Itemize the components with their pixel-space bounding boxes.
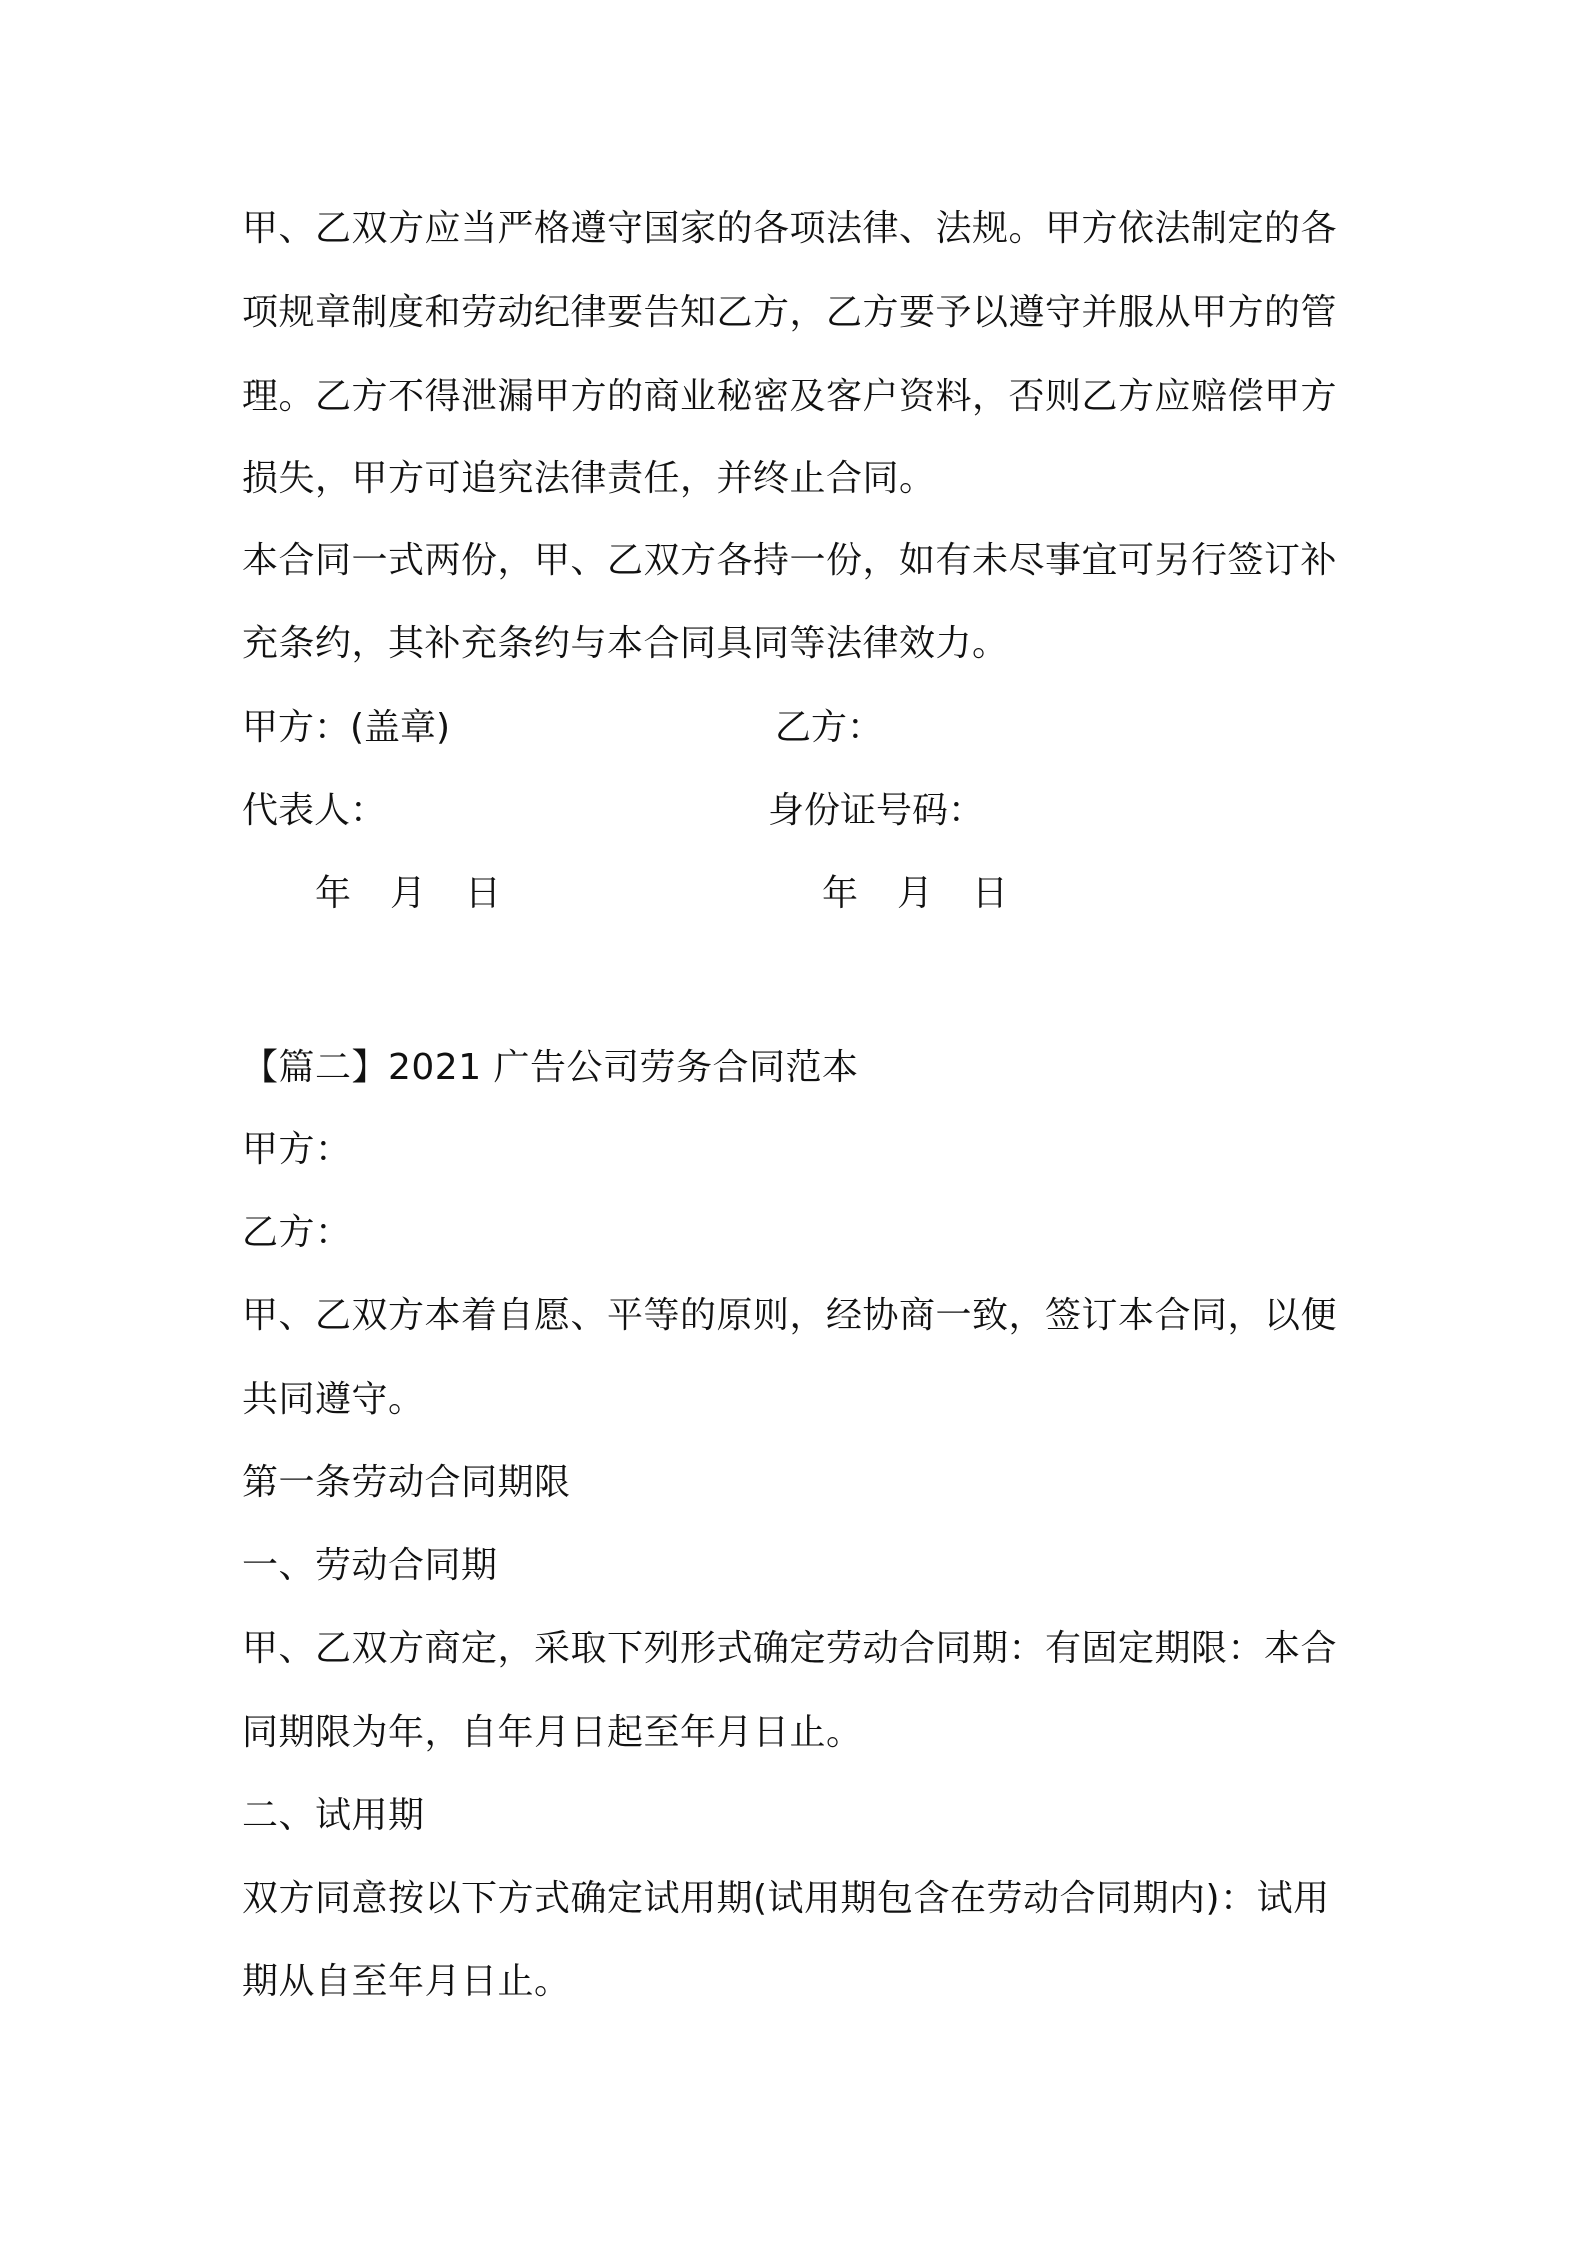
sub1-text-line-2: 同期限为年，自年月日起至年月日止。 bbox=[242, 1712, 863, 1753]
signature-party-a: 甲方：(盖章) bbox=[242, 707, 451, 748]
date-right-month: 月 bbox=[897, 873, 934, 914]
date-left-year: 年 bbox=[315, 873, 352, 914]
sub2-text-line-1: 双方同意按以下方式确定试用期(试用期包含在劳动合同期内)：试用 bbox=[242, 1878, 1330, 1919]
date-left-month: 月 bbox=[390, 873, 427, 914]
sub2-text-line-2: 期从自至年月日止。 bbox=[242, 1961, 571, 2002]
para1-line-4: 损失，甲方可追究法律责任，并终止合同。 bbox=[242, 458, 936, 499]
section2-intro-line-2: 共同遵守。 bbox=[242, 1379, 425, 1420]
section2-heading: 【篇二】2021 广告公司劳务合同范本 bbox=[242, 1047, 859, 1088]
sub1-text-line-1: 甲、乙双方商定，采取下列形式确定劳动合同期：有固定期限：本合 bbox=[242, 1628, 1338, 1669]
para2-line-1: 本合同一式两份，甲、乙双方各持一份，如有未尽事宜可另行签订补 bbox=[242, 540, 1338, 581]
section2-party-b: 乙方： bbox=[242, 1212, 352, 1253]
para1-line-2: 项规章制度和劳动纪律要告知乙方，乙方要予以遵守并服从甲方的管 bbox=[242, 292, 1338, 333]
article1-title: 第一条劳动合同期限 bbox=[242, 1462, 571, 1503]
date-left-day: 日 bbox=[465, 873, 502, 914]
section2-intro-line-1: 甲、乙双方本着自愿、平等的原则，经协商一致，签订本合同，以便 bbox=[242, 1295, 1338, 1336]
para2-line-2: 充条约，其补充条约与本合同具同等法律效力。 bbox=[242, 623, 1009, 664]
signature-party-b: 乙方： bbox=[775, 707, 884, 748]
date-right-day: 日 bbox=[972, 873, 1009, 914]
section2-party-a: 甲方： bbox=[242, 1129, 352, 1170]
para1-line-1: 甲、乙双方应当严格遵守国家的各项法律、法规。甲方依法制定的各 bbox=[242, 208, 1338, 249]
signature-id-number: 身份证号码： bbox=[768, 790, 985, 831]
date-right-year: 年 bbox=[822, 873, 859, 914]
signature-representative: 代表人： bbox=[242, 790, 387, 831]
sub2-title: 二、试用期 bbox=[242, 1795, 425, 1836]
para1-line-3: 理。乙方不得泄漏甲方的商业秘密及客户资料，否则乙方应赔偿甲方 bbox=[242, 376, 1338, 417]
sub1-title: 一、劳动合同期 bbox=[242, 1545, 498, 1586]
